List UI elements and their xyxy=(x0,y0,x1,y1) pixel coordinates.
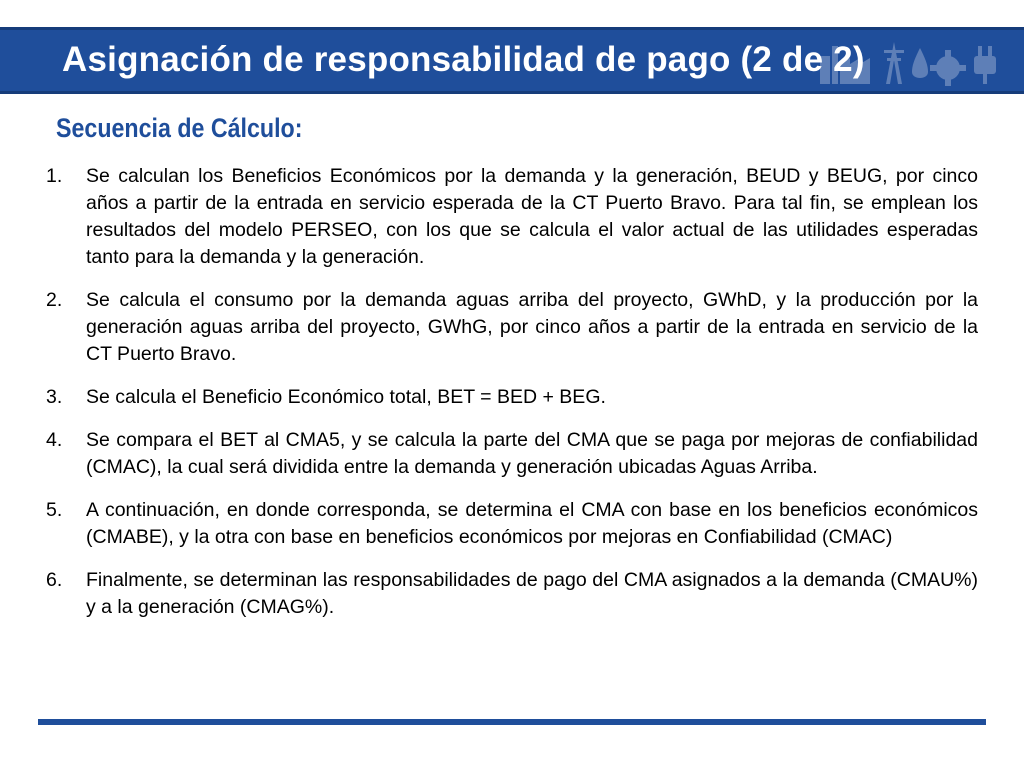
list-item-number: 5. xyxy=(46,499,63,521)
list-item xyxy=(46,163,978,271)
list-item-text: Se calcula el Beneficio Económico total, BET = BED + BEG. xyxy=(86,386,606,408)
calculation-steps-list xyxy=(46,163,978,637)
list-item-text: Finalmente, se determinan las responsabilidades de pago del CMA asignados a la demanda (CMAU%) y a la generación (CMAG%). xyxy=(86,569,978,618)
list-item xyxy=(46,384,978,411)
list-item-number: 6. xyxy=(46,569,63,591)
list-item-text: Se compara el BET al CMA5, y se calcula la parte del CMA que se paga por mejoras de confiabilidad (CMAC), la cual será dividida entre la demanda y generación ubicadas Aguas Arriba. xyxy=(86,429,978,478)
section-subtitle: Secuencia de Cálculo: xyxy=(56,113,303,143)
list-item xyxy=(46,567,978,621)
list-item-text: A continuación, en donde corresponda, se determina el CMA con base en los beneficios económicos (CMABE), y la otra con base en beneficios económicos por mejoras en Confiabilidad (CMAC) xyxy=(86,499,978,548)
list-item-text: Se calculan los Beneficios Económicos por la demanda y la generación, BEUD y BEUG, por cinco años a partir de la entrada en servicio esperada de la CT Puerto Bravo. Para tal fin, se emplean los resultados del modelo PERSEO, con los que se calcula el valor actual de las utilidades esperadas tanto para la demanda y la generación. xyxy=(86,165,978,268)
list-item-number: 1. xyxy=(46,165,63,187)
list-item-text: Se calcula el consumo por la demanda aguas arriba del proyecto, GWhD, y la producción por la generación aguas arriba del proyecto, GWhG, por cinco años a partir de la entrada en servicio de la CT Puerto Bravo. xyxy=(86,289,978,365)
slide-title: Asignación de responsabilidad de pago (2 de 2) xyxy=(62,40,865,79)
list-item xyxy=(46,427,978,481)
list-item-number: 3. xyxy=(46,386,63,408)
list-item xyxy=(46,497,978,551)
bottom-divider xyxy=(38,719,986,725)
list-item xyxy=(46,287,978,368)
list-item-number: 2. xyxy=(46,289,63,311)
list-item-number: 4. xyxy=(46,429,63,451)
title-bar xyxy=(0,27,1024,94)
